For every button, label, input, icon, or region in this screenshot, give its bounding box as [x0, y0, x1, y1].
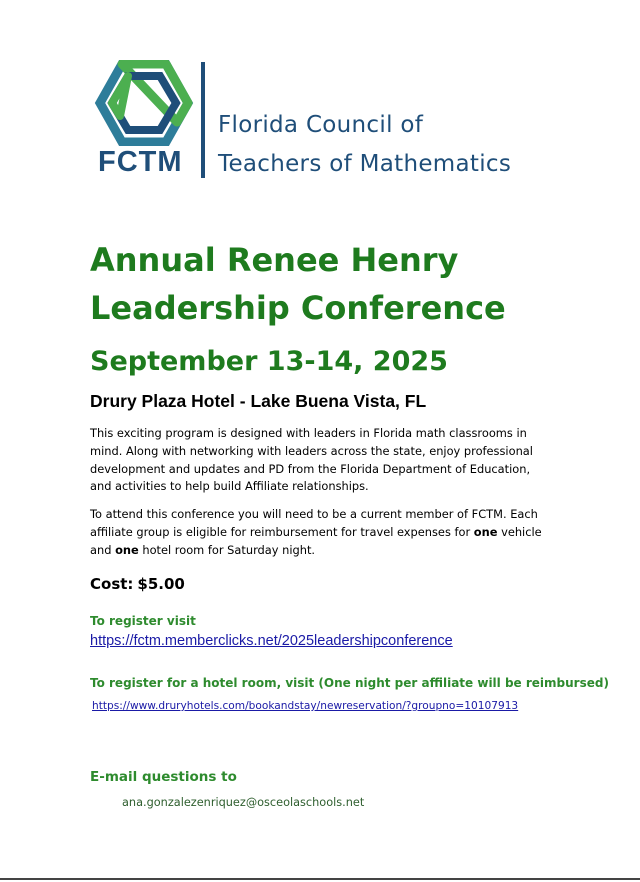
membership-bold-2: one	[115, 542, 139, 557]
membership-bold-1: one	[473, 524, 498, 539]
cost-line	[90, 575, 185, 593]
register-link[interactable]: https://fctm.memberclicks.net/2025leadershipconference	[90, 633, 453, 649]
logo-name-line1: Florida Council of	[218, 112, 424, 138]
page-bottom-rule	[0, 878, 640, 880]
contact-email[interactable]: ana.gonzalezenriquez@osceolaschools.net	[122, 796, 365, 809]
hexagon-logo-icon	[94, 60, 194, 146]
event-title-line2: Leadership Conference	[90, 289, 506, 327]
email-label: E-mail questions to	[90, 769, 237, 785]
membership-text-2: vehicle and	[90, 524, 542, 557]
description-paragraph: This exciting program is designed with leaders in Florida math classrooms in mind. Along with networking with leaders across the state, enjoy professional development and updates and PD from the Florida Department of Education, and activities to help build Affiliate relationships.	[90, 426, 533, 494]
logo-divider	[201, 62, 205, 178]
logo-name-line2: Teachers of Mathematics	[218, 151, 512, 177]
membership-text-1: To attend this conference you will need to be a current member of FCTM. Each affiliate group is eligible for reimbursement for travel expenses for	[90, 507, 538, 539]
event-title-line1: Annual Renee Henry	[90, 241, 459, 279]
event-date: September 13-14, 2025	[90, 346, 448, 377]
hotel-label: To register for a hotel room, visit (One night per affiliate will be reimbursed)	[90, 676, 609, 690]
register-label: To register visit	[90, 614, 196, 628]
event-venue: Drury Plaza Hotel - Lake Buena Vista, FL	[90, 391, 427, 411]
fctm-logo	[90, 58, 560, 188]
cost-value: $5.00	[137, 575, 185, 593]
membership-paragraph	[90, 506, 550, 559]
event-title	[90, 236, 590, 332]
membership-text-3: hotel room for Saturday night.	[142, 542, 316, 557]
cost-label: Cost:	[90, 575, 134, 593]
hotel-link[interactable]: https://www.druryhotels.com/bookandstay/newreservation/?groupno=10107913	[92, 700, 519, 712]
logo-abbreviation: FCTM	[98, 146, 183, 178]
